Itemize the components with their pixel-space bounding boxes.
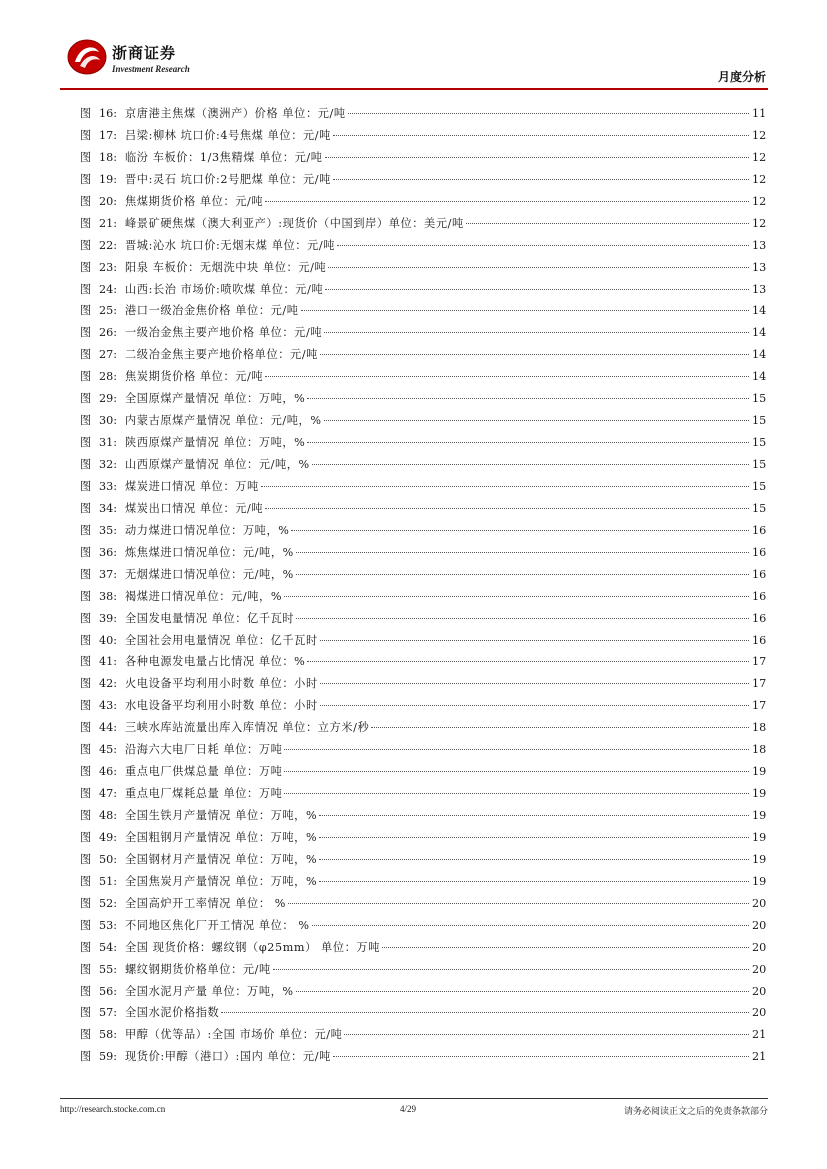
figure-prefix: 图 <box>80 852 92 866</box>
figure-prefix: 图 <box>80 962 92 976</box>
dot-leader <box>284 771 749 772</box>
figure-prefix: 图 <box>80 260 92 274</box>
dot-leader <box>265 376 749 377</box>
dot-leader <box>319 881 749 882</box>
figure-page-number: 20 <box>752 962 767 976</box>
figure-page-number: 16 <box>752 611 767 625</box>
figure-prefix: 图 <box>80 874 92 888</box>
toc-entry[interactable] <box>80 959 766 981</box>
header-divider <box>60 88 768 90</box>
figure-prefix: 图 <box>80 370 92 384</box>
toc-entry[interactable] <box>80 673 766 695</box>
figure-title: 煤炭进口情况 单位：万吨 <box>125 479 259 493</box>
figure-title: 现货价:甲醇（港口）:国内 单位：元/吨 <box>125 1050 331 1064</box>
figure-prefix: 图 <box>80 567 92 581</box>
figure-page-number: 19 <box>752 809 767 822</box>
dot-leader <box>288 903 749 904</box>
figure-prefix: 图 <box>80 984 92 998</box>
figure-number: 28: <box>99 370 118 384</box>
figure-title: 全国社会用电量情况 单位：亿千瓦时 <box>125 633 318 647</box>
figure-title: 全国粗钢月产量情况 单位：万吨，% <box>125 830 318 844</box>
figure-title: 动力煤进口情况单位：万吨，% <box>125 523 290 537</box>
figure-title: 全国生铁月产量情况 单位：万吨，% <box>125 809 318 822</box>
figure-page-number: 16 <box>752 633 767 647</box>
toc-entry[interactable] <box>80 520 766 542</box>
figure-page-number: 20 <box>752 1006 767 1020</box>
toc-entry[interactable] <box>80 432 766 454</box>
figure-title: 临汾 车板价：1/3焦精煤 单位：元/吨 <box>125 150 323 164</box>
figure-number: 45: <box>99 743 118 757</box>
figure-number: 42: <box>99 677 118 691</box>
figure-title: 甲醇（优等品）:全国 市场价 单位：元/吨 <box>125 1028 343 1042</box>
dot-leader <box>344 1034 749 1035</box>
dot-leader <box>320 683 749 684</box>
figure-title: 京唐港主焦煤（澳洲产）价格 单位：元/吨 <box>125 107 346 120</box>
figure-page-number: 16 <box>752 523 767 537</box>
dot-leader <box>221 1012 749 1013</box>
toc-entry[interactable] <box>80 739 766 761</box>
figure-number: 46: <box>99 765 118 779</box>
figure-title: 晋中:灵石 坑口价:2号肥煤 单位：元/吨 <box>125 172 331 186</box>
figure-number: 30: <box>99 414 118 428</box>
figure-title: 水电设备平均利用小时数 单位：小时 <box>125 699 318 713</box>
figure-number: 36: <box>99 545 118 559</box>
figure-prefix: 图 <box>80 809 92 822</box>
dot-leader <box>325 157 749 158</box>
figure-prefix: 图 <box>80 545 92 559</box>
figure-number: 32: <box>99 458 118 471</box>
toc-entry[interactable] <box>80 344 766 366</box>
toc-entry[interactable] <box>80 827 766 849</box>
figure-prefix: 图 <box>80 589 92 603</box>
figure-page-number: 13 <box>752 282 767 296</box>
toc-entry[interactable] <box>80 1024 766 1046</box>
toc-entry[interactable] <box>80 849 766 871</box>
figure-number: 59: <box>99 1050 118 1064</box>
figure-number: 44: <box>99 721 118 735</box>
dot-leader <box>307 398 749 399</box>
figure-title: 焦炭期货价格 单位：元/吨 <box>125 370 264 384</box>
page-number: 4/29 <box>400 1104 417 1114</box>
figure-title: 沿海六大电厂日耗 单位：万吨 <box>125 743 283 757</box>
figure-number: 19: <box>99 172 118 186</box>
figure-title: 各种电源发电量占比情况 单位：% <box>125 655 306 669</box>
toc-entry[interactable] <box>80 498 766 520</box>
figure-page-number: 15 <box>752 392 767 406</box>
dot-leader <box>319 837 749 838</box>
page-header <box>60 38 768 90</box>
figure-number: 53: <box>99 918 118 932</box>
figure-page-number: 15 <box>752 414 767 428</box>
figure-title: 吕梁:柳林 坑口价:4号焦煤 单位：元/吨 <box>125 128 331 142</box>
dot-leader <box>273 969 749 970</box>
stocke-logo-icon <box>66 38 108 76</box>
toc-entry[interactable] <box>80 388 766 410</box>
toc-entry[interactable] <box>80 103 766 125</box>
figure-title: 山西原煤产量情况 单位：元/吨，% <box>125 458 310 471</box>
figure-prefix: 图 <box>80 501 92 515</box>
figure-title: 山西:长治 市场价:喷吹煤 单位：元/吨 <box>125 282 324 296</box>
figure-title: 峰景矿硬焦煤（澳大利亚产）:现货价（中国到岸）单位：美元/吨 <box>125 216 464 230</box>
figure-prefix: 图 <box>80 348 92 362</box>
figure-page-number: 20 <box>752 918 767 932</box>
figure-number: 35: <box>99 523 118 537</box>
figure-number: 52: <box>99 896 118 910</box>
figure-prefix: 图 <box>80 458 92 471</box>
dot-leader <box>319 859 749 860</box>
figure-page-number: 19 <box>752 787 767 801</box>
figure-prefix: 图 <box>80 896 92 910</box>
figure-title: 煤炭出口情况 单位：元/吨 <box>125 501 264 515</box>
figure-title: 炼焦煤进口情况单位：元/吨，% <box>125 545 294 559</box>
dot-leader <box>291 530 749 531</box>
figure-prefix: 图 <box>80 216 92 230</box>
figure-title: 二级冶金焦主要产地价格单位：元/吨 <box>125 348 318 362</box>
figure-number: 20: <box>99 194 118 208</box>
figure-prefix: 图 <box>80 743 92 757</box>
dot-leader <box>312 464 749 465</box>
figure-number: 47: <box>99 787 118 801</box>
figure-number: 40: <box>99 633 118 647</box>
figure-number: 34: <box>99 501 118 515</box>
figure-number: 55: <box>99 962 118 976</box>
figure-title: 全国焦炭月产量情况 单位：万吨，% <box>125 874 318 888</box>
figure-number: 37: <box>99 567 118 581</box>
figure-page-number: 16 <box>752 567 767 581</box>
toc-entry[interactable] <box>80 410 766 432</box>
figure-page-number: 14 <box>752 304 767 318</box>
figure-prefix: 图 <box>80 150 92 164</box>
figure-prefix: 图 <box>80 238 92 252</box>
dot-leader <box>324 332 749 333</box>
figure-number: 43: <box>99 699 118 713</box>
dot-leader <box>320 354 749 355</box>
figure-title: 陕西原煤产量情况 单位：万吨，% <box>125 436 306 450</box>
figure-number: 17: <box>99 128 118 142</box>
figure-page-number: 14 <box>752 348 767 362</box>
dot-leader <box>265 508 749 509</box>
dot-leader <box>301 310 749 311</box>
report-type-label: 月度分析 <box>717 70 766 84</box>
figure-prefix: 图 <box>80 414 92 428</box>
figure-prefix: 图 <box>80 304 92 318</box>
figure-page-number: 20 <box>752 896 767 910</box>
dot-leader <box>284 749 749 750</box>
figure-title: 三峡水库站流量出库入库情况 单位：立方米/秒 <box>125 721 370 735</box>
figure-number: 38: <box>99 589 118 603</box>
figure-title: 晋城:沁水 坑口价:无烟末煤 单位：元/吨 <box>125 238 336 252</box>
figure-page-number: 21 <box>752 1028 767 1042</box>
toc-entry[interactable] <box>80 542 766 564</box>
figure-number: 49: <box>99 830 118 844</box>
toc-entry[interactable] <box>80 630 766 652</box>
figure-index-list <box>80 103 766 1068</box>
figure-number: 33: <box>99 479 118 493</box>
figure-page-number: 16 <box>752 589 767 603</box>
toc-entry[interactable] <box>80 915 766 937</box>
figure-number: 18: <box>99 150 118 164</box>
dot-leader <box>325 289 749 290</box>
figure-number: 25: <box>99 304 118 318</box>
figure-title: 焦煤期货价格 单位：元/吨 <box>125 194 264 208</box>
figure-title: 一级冶金焦主要产地价格 单位：元/吨 <box>125 326 323 340</box>
toc-entry[interactable] <box>80 454 766 476</box>
figure-prefix: 图 <box>80 765 92 779</box>
toc-entry[interactable] <box>80 147 766 169</box>
dot-leader <box>307 661 749 662</box>
figure-title: 全国钢材月产量情况 单位：万吨，% <box>125 852 318 866</box>
figure-number: 31: <box>99 436 118 450</box>
toc-entry[interactable] <box>80 586 766 608</box>
dot-leader <box>261 486 749 487</box>
dot-leader <box>265 201 749 202</box>
figure-prefix: 图 <box>80 940 92 954</box>
dot-leader <box>337 245 749 246</box>
dot-leader <box>320 640 749 641</box>
figure-prefix: 图 <box>80 611 92 625</box>
figure-prefix: 图 <box>80 282 92 296</box>
toc-entry[interactable] <box>80 257 766 279</box>
figure-title: 螺纹钢期货价格单位：元/吨 <box>125 962 271 976</box>
figure-page-number: 19 <box>752 852 767 866</box>
toc-entry[interactable] <box>80 981 766 1003</box>
figure-page-number: 15 <box>752 458 767 471</box>
figure-number: 51: <box>99 874 118 888</box>
figure-title: 全国 现货价格：螺纹钢（φ25mm） 单位：万吨 <box>125 940 380 954</box>
dot-leader <box>371 727 749 728</box>
toc-entry[interactable] <box>80 761 766 783</box>
toc-entry[interactable] <box>80 300 766 322</box>
toc-entry[interactable] <box>80 805 766 827</box>
toc-entry[interactable] <box>80 871 766 893</box>
figure-number: 54: <box>99 940 118 954</box>
toc-entry[interactable] <box>80 651 766 673</box>
figure-page-number: 12 <box>752 172 767 186</box>
figure-number: 26: <box>99 326 118 340</box>
figure-title: 褐煤进口情况单位：元/吨，% <box>125 589 283 603</box>
figure-prefix: 图 <box>80 918 92 932</box>
figure-prefix: 图 <box>80 830 92 844</box>
figure-page-number: 14 <box>752 326 767 340</box>
dot-leader <box>284 793 749 794</box>
toc-entry[interactable] <box>80 213 766 235</box>
figure-page-number: 15 <box>752 501 767 515</box>
dot-leader <box>312 925 749 926</box>
dot-leader <box>296 991 749 992</box>
figure-page-number: 19 <box>752 830 767 844</box>
figure-page-number: 17 <box>752 677 767 691</box>
figure-title: 全国水泥月产量 单位：万吨，% <box>125 984 294 998</box>
figure-prefix: 图 <box>80 392 92 406</box>
dot-leader <box>307 442 749 443</box>
dot-leader <box>284 596 749 597</box>
figure-number: 23: <box>99 260 118 274</box>
figure-title: 重点电厂供煤总量 单位：万吨 <box>125 765 283 779</box>
toc-entry[interactable] <box>80 322 766 344</box>
figure-number: 27: <box>99 348 118 362</box>
figure-number: 41: <box>99 655 118 669</box>
figure-page-number: 12 <box>752 128 767 142</box>
figure-title: 内蒙古原煤产量情况 单位：元/吨，% <box>125 414 322 428</box>
dot-leader <box>296 618 749 619</box>
figure-page-number: 15 <box>752 436 767 450</box>
figure-number: 48: <box>99 809 118 822</box>
footer-divider <box>60 1098 768 1099</box>
figure-prefix: 图 <box>80 1028 92 1042</box>
figure-page-number: 11 <box>752 107 767 120</box>
figure-prefix: 图 <box>80 633 92 647</box>
toc-entry[interactable] <box>80 893 766 915</box>
figure-page-number: 20 <box>752 984 767 998</box>
figure-number: 24: <box>99 282 118 296</box>
company-name-cn: 浙商证券 <box>112 44 177 62</box>
toc-entry[interactable] <box>80 476 766 498</box>
figure-number: 39: <box>99 611 118 625</box>
figure-title: 无烟煤进口情况单位：元/吨，% <box>125 567 294 581</box>
figure-number: 57: <box>99 1006 118 1020</box>
figure-prefix: 图 <box>80 721 92 735</box>
dot-leader <box>319 815 749 816</box>
dot-leader <box>320 705 749 706</box>
dot-leader <box>348 113 749 114</box>
toc-entry[interactable] <box>80 191 766 213</box>
toc-entry[interactable] <box>80 695 766 717</box>
toc-entry[interactable] <box>80 279 766 301</box>
figure-number: 21: <box>99 216 118 230</box>
figure-page-number: 18 <box>752 721 767 735</box>
figure-prefix: 图 <box>80 194 92 208</box>
figure-title: 火电设备平均利用小时数 单位：小时 <box>125 677 318 691</box>
figure-number: 22: <box>99 238 118 252</box>
figure-prefix: 图 <box>80 655 92 669</box>
figure-prefix: 图 <box>80 1050 92 1064</box>
figure-page-number: 12 <box>752 150 767 164</box>
disclaimer-note: 请务必阅读正文之后的免责条款部分 <box>623 1107 768 1117</box>
figure-page-number: 12 <box>752 194 767 208</box>
figure-page-number: 17 <box>752 699 767 713</box>
figure-title: 阳泉 车板价：无烟洗中块 单位：元/吨 <box>125 260 327 274</box>
dot-leader <box>382 947 749 948</box>
toc-entry[interactable] <box>80 564 766 586</box>
figure-number: 16: <box>99 107 118 120</box>
figure-title: 港口一级冶金焦价格 单位：元/吨 <box>125 304 299 318</box>
figure-prefix: 图 <box>80 128 92 142</box>
figure-prefix: 图 <box>80 479 92 493</box>
figure-page-number: 19 <box>752 874 767 888</box>
dot-leader <box>328 267 749 268</box>
figure-prefix: 图 <box>80 107 92 120</box>
figure-number: 50: <box>99 852 118 866</box>
figure-number: 58: <box>99 1028 118 1042</box>
figure-page-number: 13 <box>752 238 767 252</box>
figure-page-number: 17 <box>752 655 767 669</box>
figure-page-number: 13 <box>752 260 767 274</box>
figure-prefix: 图 <box>80 1006 92 1020</box>
footer-url[interactable]: http://research.stocke.com.cn <box>60 1104 166 1114</box>
toc-entry[interactable] <box>80 717 766 739</box>
toc-entry[interactable] <box>80 366 766 388</box>
figure-page-number: 21 <box>752 1050 767 1064</box>
figure-prefix: 图 <box>80 326 92 340</box>
toc-entry[interactable] <box>80 125 766 147</box>
figure-page-number: 18 <box>752 743 767 757</box>
dot-leader <box>324 420 749 421</box>
figure-prefix: 图 <box>80 699 92 713</box>
figure-prefix: 图 <box>80 172 92 186</box>
toc-entry[interactable] <box>80 169 766 191</box>
figure-page-number: 16 <box>752 545 767 559</box>
figure-title: 全国高炉开工率情况 单位： % <box>125 896 286 910</box>
figure-prefix: 图 <box>80 677 92 691</box>
toc-entry[interactable] <box>80 783 766 805</box>
dot-leader <box>466 223 749 224</box>
toc-entry[interactable] <box>80 1002 766 1024</box>
company-name-en: Investment Research <box>112 64 190 74</box>
toc-entry[interactable] <box>80 1046 766 1068</box>
figure-page-number: 19 <box>752 765 767 779</box>
dot-leader <box>333 135 749 136</box>
figure-prefix: 图 <box>80 436 92 450</box>
figure-page-number: 14 <box>752 370 767 384</box>
figure-title: 重点电厂煤耗总量 单位：万吨 <box>125 787 283 801</box>
figure-page-number: 15 <box>752 479 767 493</box>
figure-prefix: 图 <box>80 523 92 537</box>
dot-leader <box>296 552 749 553</box>
figure-page-number: 20 <box>752 940 767 954</box>
toc-entry[interactable] <box>80 937 766 959</box>
dot-leader <box>333 179 749 180</box>
figure-page-number: 12 <box>752 216 767 230</box>
figure-prefix: 图 <box>80 787 92 801</box>
figure-title: 全国发电量情况 单位：亿千瓦时 <box>125 611 295 625</box>
dot-leader <box>333 1056 749 1057</box>
figure-number: 56: <box>99 984 118 998</box>
figure-title: 全国原煤产量情况 单位：万吨，% <box>125 392 306 406</box>
figure-title: 全国水泥价格指数 <box>125 1006 220 1020</box>
figure-number: 29: <box>99 392 118 406</box>
toc-entry[interactable] <box>80 235 766 257</box>
figure-title: 不同地区焦化厂开工情况 单位： % <box>125 918 310 932</box>
toc-entry[interactable] <box>80 608 766 630</box>
dot-leader <box>296 574 749 575</box>
